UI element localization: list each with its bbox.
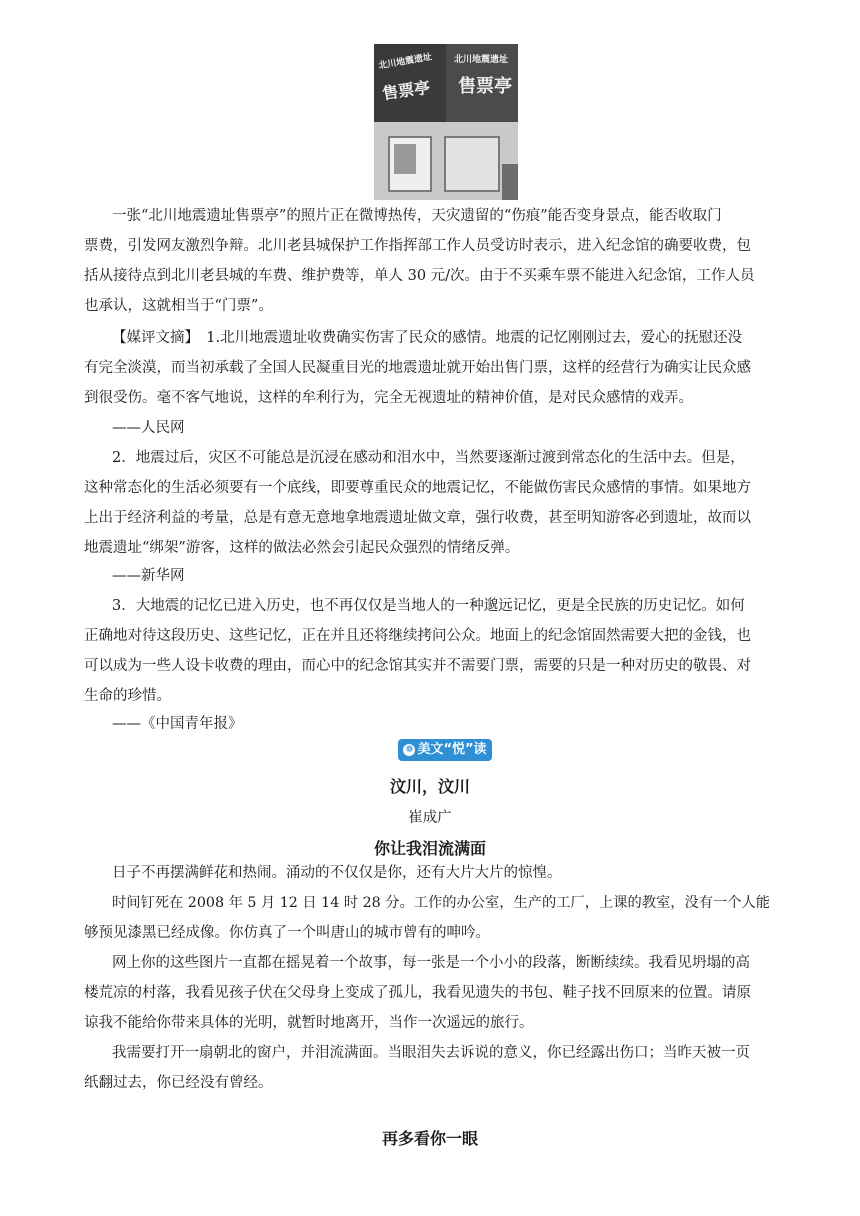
review3-line-1: 3．大地震的记忆已进入历史，也不再仅仅是当地人的一种邈远记忆，更是全民族的历史记忆。如何 [112,598,745,614]
intro-line-2: 票费，引发网友激烈争辩。北川老县城保护工作指挥部工作人员受访时表示，进入纪念馆的确要收费，包 [84,238,751,254]
review2-line-4: 地震遗址“绑架”游客，这样的做法必然会引起民众强烈的情绪反弹。 [84,540,520,556]
article-para3-line-1: 网上你的这些图片一直都在摇晃着一个故事，每一张是一个小小的段落，断断续续。我看见坍塌的高 [112,955,750,971]
section-badge-label: 美文“悦”读 [417,742,487,757]
badge-bullet-icon: ❁ [403,744,415,756]
review1-line-3: 到很受伤。毫不客气地说，这样的牟利行为，完全无视遗址的精神价值，是对民众感情的戏弄。 [84,390,693,406]
photo-booth-window-right [444,136,500,192]
article-section-heading-2: 再多看你一眼 [381,1129,478,1148]
article-para3-line-2: 楼荒凉的村落，我看见孩子伏在父母身上变成了孤儿，我看见遗失的书包、鞋子找不回原来的位置。请原 [84,985,751,1001]
review1-line-2: 有完全淡漠，而当初承载了全国人民凝重目光的地震遗址就开始出售门票，这样的经营行为确实让民众感 [84,360,751,376]
review1-line-1: 【媒评文摘】 1.北川地震遗址收费确实伤害了民众的感情。地震的记忆刚刚过去，爱心的抚慰还没 [112,330,743,346]
article-para3-line-3: 谅我不能给你带来具体的光明，就暂时地离开，当作一次遥远的旅行。 [84,1015,534,1031]
intro-line-1: 一张“北川地震遗址售票亭”的照片正在微博热传，天灾遗留的“伤痕”能否变身景点，能否收取门 [112,208,722,224]
article-para2-line-2: 够预见漆黑已经成像。你仿真了一个叫唐山的城市曾有的呻吟。 [84,925,490,941]
photo-sign-right-small-text: 北川地震遗址 [454,55,509,65]
review3-line-2: 正确地对待这段历史、这些记忆，正在并且还将继续拷问公众。地面上的纪念馆固然需要大把的金钱，也 [84,628,751,644]
article-para1-line-1: 日子不再摆满鲜花和热闹。涌动的不仅仅是你，还有大片大片的惊惶。 [112,865,562,881]
article-author: 崔成广 [408,810,452,826]
section-badge [398,739,492,761]
photo-background-tree [502,164,518,200]
review3-source: ——《中国青年报》 [112,716,243,732]
article-para2-line-1: 时间钉死在 2008 年 5 月 12 日 14 时 28 分。工作的办公室，生产的工厂，上课的教室，没有一个人能 [112,895,771,911]
article-section-heading-1: 你让我泪流满面 [373,839,486,858]
review2-line-2: 这种常态化的生活必须要有一个底线，即要尊重民众的地震记忆，不能做伤害民众感情的事情。如果地方 [84,480,751,496]
photo-sign-left-big-text: 售票亭 [381,77,432,104]
article-title: 汶川，汶川 [389,777,470,796]
review2-line-1: 2．地震过后，灾区不可能总是沉浸在感动和泪水中，当然要逐渐过渡到常态化的生活中去。但是， [112,450,745,466]
intro-line-3: 括从接待点到北川老县城的车费、维护费等，单人 30 元/次。由于不买乘车票不能进入纪念馆，工作人员 [84,268,755,284]
intro-line-4: 也承认，这就相当于“门票”。 [84,298,273,314]
photo-sign-left-small-text: 北川地震遗址 [377,52,433,72]
review2-line-3: 上出于经济利益的考量，总是有意无意地拿地震遗址做文章，强行收费，甚至明知游客必到遗址，故而以 [84,510,751,526]
review2-source: ——新华网 [112,568,185,584]
review3-line-3: 可以成为一些人设卡收费的理由，而心中的纪念馆其实并不需要门票，需要的只是一种对历史的敬畏、对 [84,658,751,674]
photo-sign-right-big-text: 售票亭 [458,76,512,97]
photo-booth-poster [394,144,416,174]
review1-source: ——人民网 [112,420,185,436]
article-para4-line-1: 我需要打开一扇朝北的窗户，并泪流满面。当眼泪失去诉说的意义，你已经露出伤口；当昨天被一页 [112,1045,750,1061]
ticket-booth-photo [374,44,518,200]
review3-line-4: 生命的珍惜。 [84,688,171,704]
article-para4-line-2: 纸翻过去，你已经没有曾经。 [84,1075,273,1091]
